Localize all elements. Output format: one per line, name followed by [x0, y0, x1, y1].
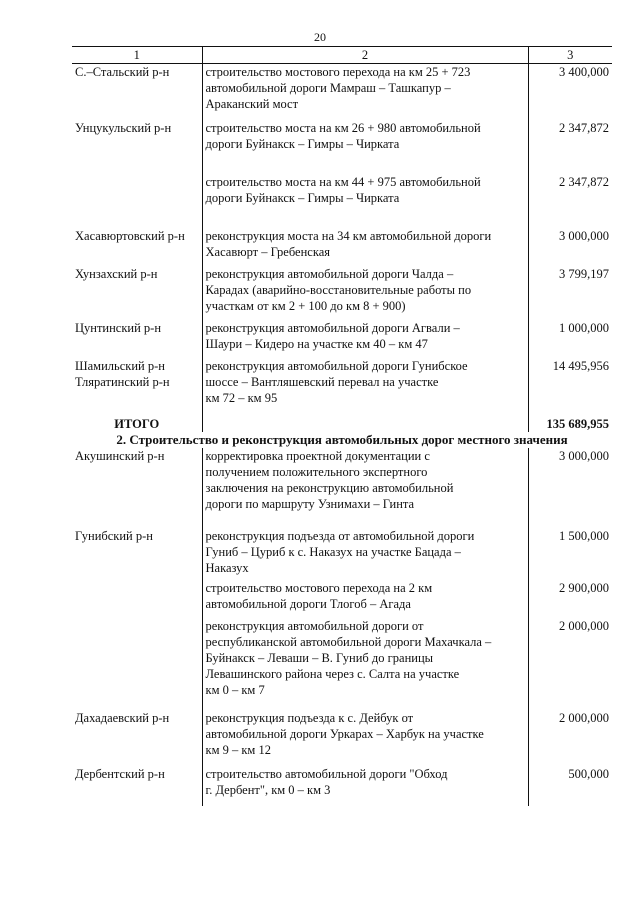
district-cell: Дербентский р-н [75, 766, 165, 781]
district-cell [72, 580, 202, 618]
amount-cell: 3 400,000 [559, 65, 609, 79]
table-row [72, 174, 612, 228]
amount-cell: 14 495,956 [552, 358, 609, 373]
description-cell: строительство мостового перехода на 2 км автомобильной дороги Тлогоб – Агада [202, 580, 528, 618]
amount-cell: 3 000,000 [559, 228, 609, 243]
district-cell: Акушинский р-н [75, 448, 165, 463]
section-title: 2. Строительство и реконструкция автомобильных дорог местного значения [116, 431, 568, 447]
district-cell [72, 618, 202, 710]
total-amount: 135 689,955 [546, 416, 609, 431]
amount-cell: 2 000,000 [559, 618, 609, 633]
amount-cell: 2 900,000 [559, 580, 609, 595]
amount-cell: 3 000,000 [559, 448, 609, 463]
header-col-2: 2 [202, 47, 528, 64]
description-cell: реконструкция автомобильной дороги Гунибское шоссе – Вантляшевский перевал на участке км 72 – км 95 [202, 358, 528, 416]
description-cell: реконструкция автомобильной дороги Чалда – Карадах (аварийно-восстановительные работы по участкам от км 2 + 100 до км 8 + 900) [202, 266, 528, 320]
district-cell: Гунибский р-н [75, 528, 153, 543]
district-cell: Хунзахский р-н [75, 266, 158, 281]
amount-cell: 500,000 [568, 766, 609, 781]
table-row [72, 120, 612, 174]
table-row [72, 710, 612, 766]
amount-cell: 1 000,000 [559, 320, 609, 335]
description-cell: реконструкция автомобильной дороги от республиканской автомобильной дороги Махачкала – Буйнакск – Леваши – В. Гуниб до границы Левашинского района через с. Салта на участке км 0 – км 7 [202, 618, 528, 710]
district-cell: Хасавюртовский р-н [75, 228, 185, 243]
table-row [72, 528, 612, 580]
description-cell: строительство автомобильной дороги "Обход г. Дербент", км 0 – км 3 [202, 766, 528, 806]
district-cell [72, 174, 202, 228]
total-row [72, 416, 612, 432]
table-row [72, 320, 612, 358]
amount-cell: 2 000,000 [559, 710, 609, 725]
amount-cell: 2 347,872 [559, 174, 609, 189]
section-heading-row [72, 432, 612, 448]
table-row [72, 618, 612, 710]
total-label: ИТОГО [114, 416, 160, 431]
district-cell: Шамильский р-н Тляратинский р-н [75, 358, 170, 389]
table-row [72, 766, 612, 806]
table-row [72, 228, 612, 266]
budget-table [72, 46, 612, 806]
amount-cell: 2 347,872 [559, 120, 609, 135]
description-cell: строительство мостового перехода на км 25 + 723 автомобильной дороги Мамраш – Ташкапур – Араканский мост [202, 64, 528, 120]
table-header-row [72, 47, 612, 64]
district-cell: Цунтинский р-н [75, 320, 162, 335]
table-row [72, 64, 612, 120]
table-row [72, 580, 612, 618]
table-row [72, 266, 612, 320]
header-col-1: 1 [72, 47, 202, 64]
header-col-3: 3 [528, 47, 612, 64]
description-cell: реконструкция моста на 34 км автомобильной дороги Хасавюрт – Гребенская [202, 228, 528, 266]
description-cell: реконструкция подъезда от автомобильной дороги Гуниб – Цуриб к с. Наказух на участке Бацада – Наказух [202, 528, 528, 580]
amount-cell: 1 500,000 [559, 528, 609, 543]
description-cell: корректировка проектной документации с получением положительного экспертного заключения на реконструкцию автомобильной дороги по маршруту Узнимахи – Гинта [202, 448, 528, 528]
description-cell: строительство моста на км 26 + 980 автомобильной дороги Буйнакск – Гимры – Чирката [202, 120, 528, 174]
district-cell: С.–Стальский р-н [75, 65, 170, 79]
description-cell: реконструкция подъезда к с. Дейбук от автомобильной дороги Уркарах – Харбук на участке км 9 – км 12 [202, 710, 528, 766]
table-row [72, 358, 612, 416]
table-row [72, 448, 612, 528]
district-cell: Дахадаевский р-н [75, 710, 170, 725]
total-empty-cell [202, 416, 528, 432]
page-number: 20 [314, 30, 326, 44]
description-cell: строительство моста на км 44 + 975 автомобильной дороги Буйнакск – Гимры – Чирката [202, 174, 528, 228]
district-cell: Унцукульский р-н [75, 120, 172, 135]
amount-cell: 3 799,197 [559, 266, 609, 281]
description-cell: реконструкция автомобильной дороги Агвали – Шаури – Кидеро на участке км 40 – км 47 [202, 320, 528, 358]
